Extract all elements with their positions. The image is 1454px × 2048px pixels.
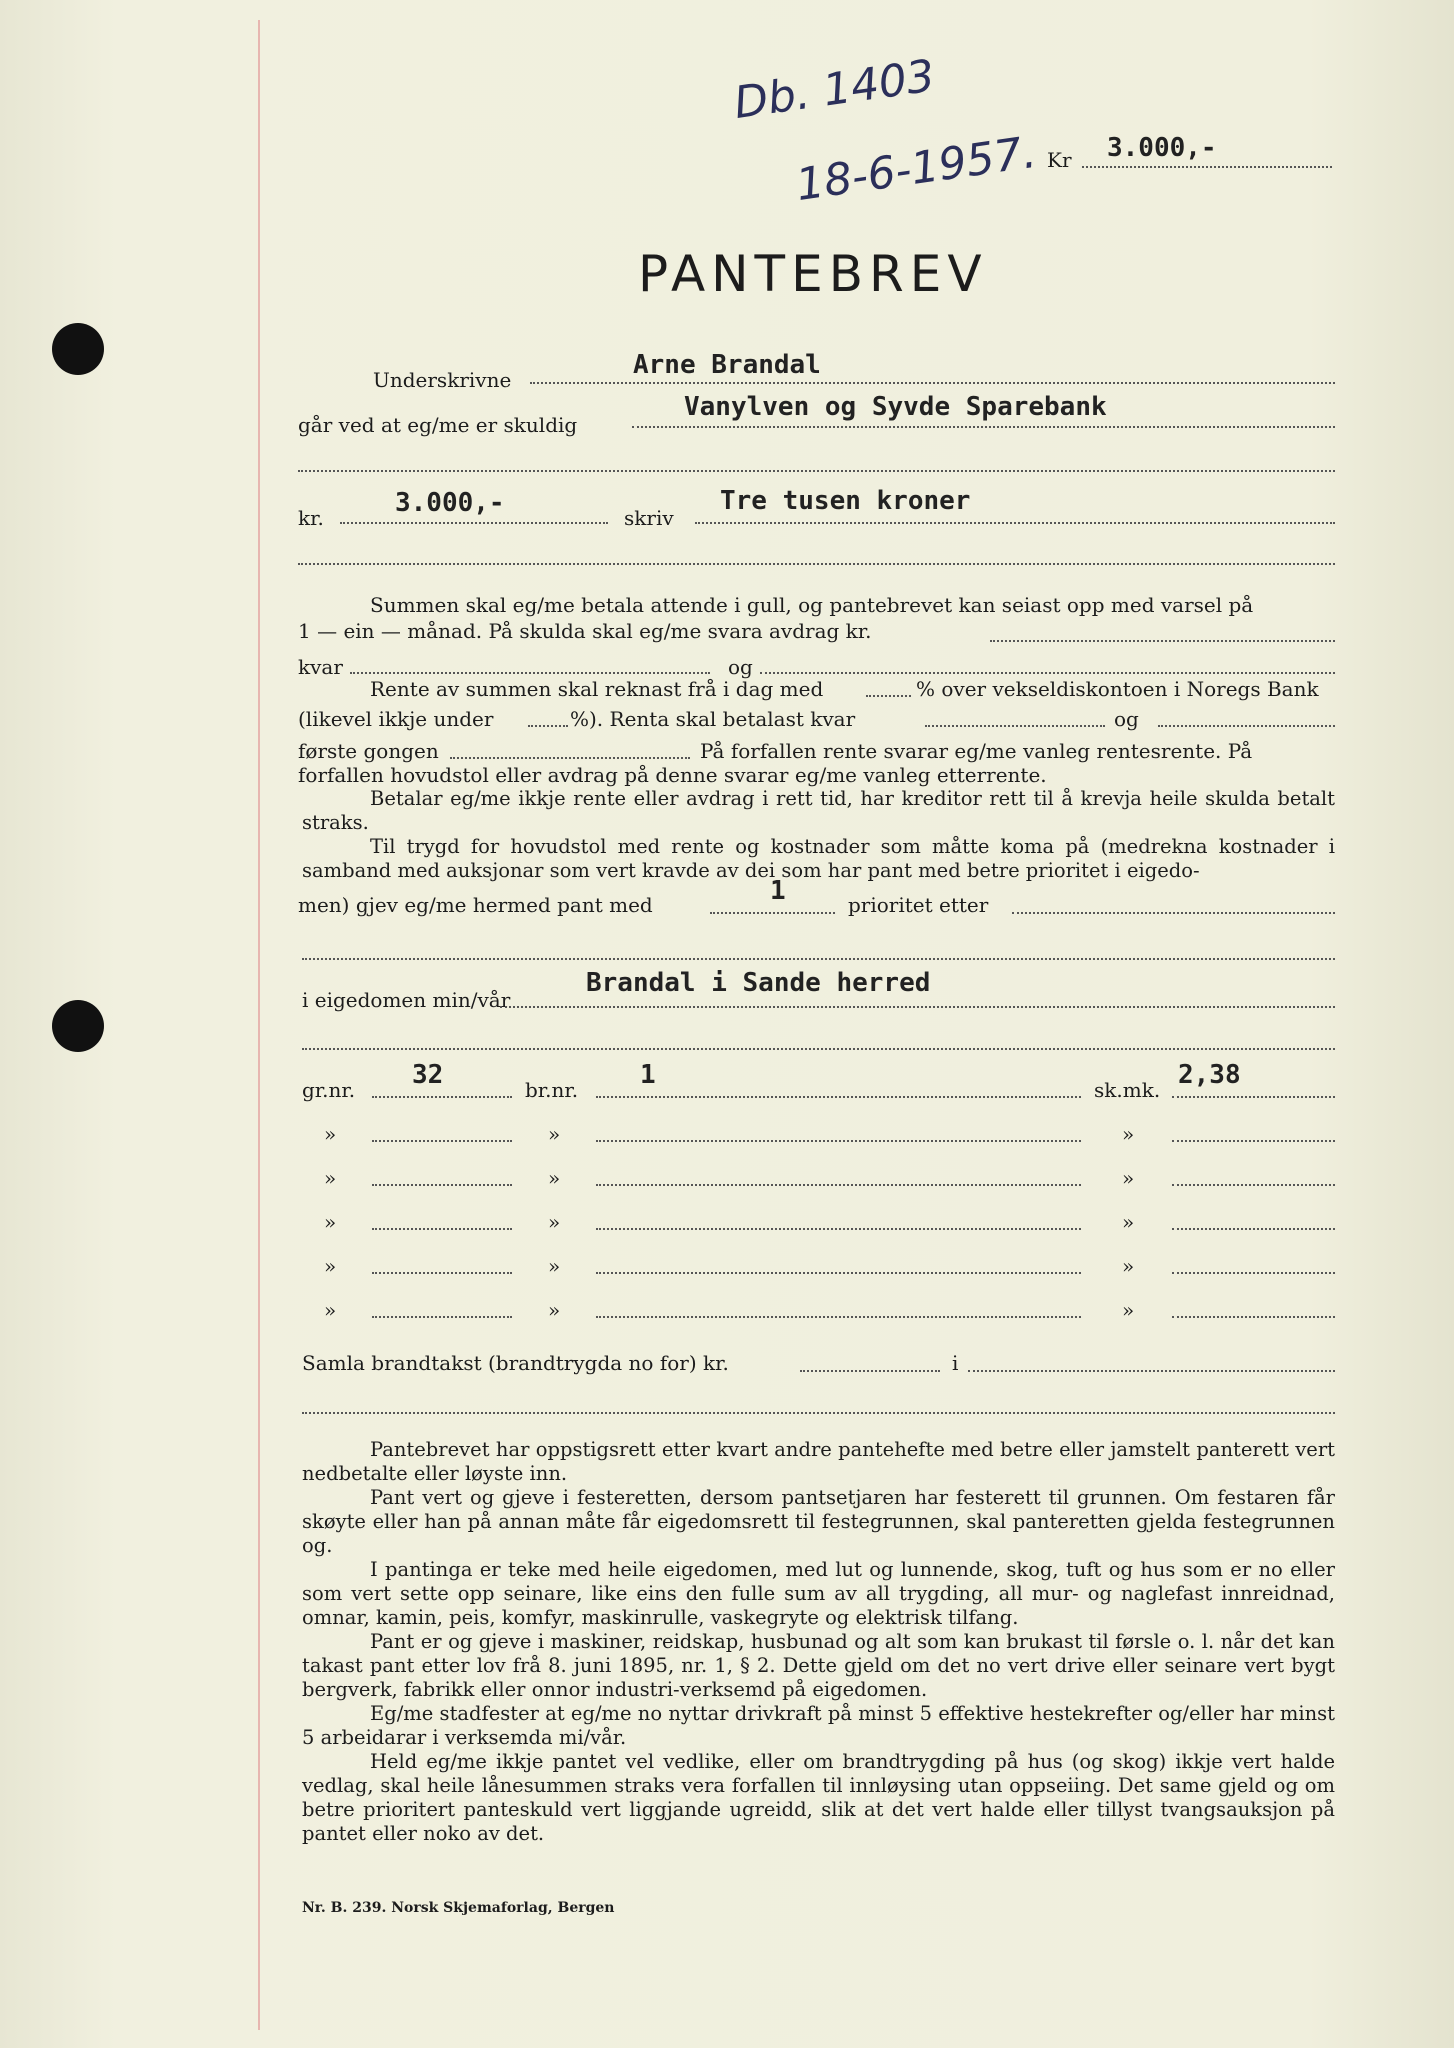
margin-line [258,20,260,2030]
ditto-line [372,1184,512,1186]
section-text: men) gjev eg/me hermed pant med [298,893,653,917]
ditto-line [596,1228,1081,1230]
skmk-label: sk.mk. [1094,1078,1161,1102]
eigedom-line [500,1006,1335,1008]
term-paragraph: Eg/me stadfester at eg/me no nyttar drivkraft på minst 5 effektive hestekrefter og/eller har minst 5 arbeidarar i verksemda mi/vår. [302,1702,1335,1749]
kr-label: kr. [298,506,324,530]
skriv-label: skriv [624,506,674,530]
ditto-line [596,1316,1081,1318]
rente-kvar-line [925,725,1105,727]
ditto-line [1172,1316,1335,1318]
term-paragraph: Pant vert og gjeve i festeretten, dersom pantsetjaren har festerett til grunnen. Om festaren får skøyte eller han på annan måte får eigedomsrett til festegrunnen, skal panteretten gjelda festegrunnen og. [302,1486,1335,1557]
ditto-mark: » [324,1166,337,1190]
skriv-value: Tre tusen kroner [720,486,971,516]
underskrivne-label: Underskrivne [373,368,512,392]
ditto-line [1172,1228,1335,1230]
ditto-mark: » [1122,1210,1135,1234]
section-text: 1 — ein — månad. På skulda skal eg/me svara avdrag kr. [298,619,872,643]
kvar-label: kvar [298,655,343,679]
ditto-mark: » [1122,1166,1135,1190]
eigedom-label: i eigedomen min/vår [302,988,511,1012]
kr-value: 3.000,- [395,488,505,518]
brandtakst-i-label: i [952,1351,959,1375]
avdrag-line [990,640,1335,642]
blank-line [298,563,1335,565]
underskrivne-line [530,382,1335,384]
skuldig-line [632,426,1335,428]
ditto-mark: » [1122,1122,1135,1146]
kr-line [340,522,608,524]
section-text: første gongen [298,739,439,763]
blank-line [302,958,1335,960]
ditto-line [596,1184,1081,1186]
term-paragraph: I pantinga er teke med heile eigedomen, med lut og lunnende, skog, tuft og hus som er no eller som vert sette opp seinare, like eins den fulle sum av all trygding, all mur- og naglefast innreidnad, omnar, kamin, peis, komfyr, maskinrulle, vaskegryte og elektrisk tilfang. [302,1558,1335,1629]
term-paragraph: Pantebrevet har oppstigsrett etter kvart andre pantehefte med betre eller jamstelt panterett vert nedbetalte eller løyste inn. [302,1438,1335,1485]
section-text: (likevel ikkje under [298,707,494,731]
ditto-mark: » [324,1298,337,1322]
handwritten-date: 18-6-1957. [792,126,1040,211]
ditto-mark: » [548,1254,561,1278]
brandtakst-line [800,1370,940,1372]
skmk-line [1172,1096,1335,1098]
grnr-label: gr.nr. [302,1078,356,1102]
handwritten-register-number: Db. 1403 [730,50,938,129]
section-text: Rente av summen skal reknast frå i dag med [370,677,824,701]
ditto-mark: » [324,1210,337,1234]
ditto-line [1172,1184,1335,1186]
section-text: Summen skal eg/me betala attende i gull, og pantebrevet kan seiast opp med varsel på [370,593,1254,617]
ditto-mark: » [548,1298,561,1322]
amount-label: Kr [1047,148,1072,172]
ditto-line [1172,1140,1335,1142]
skmk-value: 2,38 [1178,1060,1241,1090]
brnr-label: br.nr. [525,1078,579,1102]
prioritet-label: prioritet etter [848,893,989,917]
ditto-mark: » [548,1166,561,1190]
ditto-line [372,1272,512,1274]
ditto-mark: » [324,1122,337,1146]
document-title: PANTEBREV [638,245,988,303]
ditto-line [596,1140,1081,1142]
ditto-mark: » [324,1254,337,1278]
trygd-paragraph: Til trygd for hovudstol med rente og kostnader som måtte koma på (medrekna kostnader i samband med auksjonar som vert kravde av dei som har pant med betre prioritet i eigedo- [302,835,1335,882]
prioritet-value: 1 [770,876,786,906]
ditto-mark: » [548,1210,561,1234]
section-text: % over vekseldiskontoen i Noregs Bank [916,677,1319,701]
term-paragraph: Held eg/me ikkje pantet vel vedlike, eller om brandtrygding på hus (og skog) ikkje vert halde vedlag, skal heile lånesummen straks vera forfallen til innløysing utan oppseiing. Det same gjeld og om betre prioritert panteskuld vert liggjande ugreidd, slik at det vert halde eller tillyst tvangsauksjon på pantet eller noko av det. [302,1750,1335,1845]
eigedom-value: Brandal i Sande herred [586,968,931,998]
ditto-mark: » [1122,1298,1135,1322]
forste-line [450,757,690,759]
ditto-line [372,1228,512,1230]
ditto-line [596,1272,1081,1274]
brandtakst-label: Samla brandtakst (brandtrygda no for) kr. [302,1351,729,1375]
grnr-value: 32 [412,1060,444,1090]
ditto-line [372,1140,512,1142]
blank-line [298,470,1335,472]
ditto-mark: » [548,1122,561,1146]
prioritet-etter-line [1012,912,1335,914]
punch-hole [52,323,104,375]
form-footer: Nr. B. 239. Norsk Skjemaforlag, Bergen [302,1900,615,1916]
skriv-line [695,522,1335,524]
brnr-value: 1 [640,1060,656,1090]
prioritet-line [710,912,835,914]
creditor-value: Vanylven og Syvde Sparebank [684,392,1107,422]
rente-og-line [1158,725,1335,727]
blank-line [302,1048,1335,1050]
ditto-mark: » [1122,1254,1135,1278]
brnr-line [596,1096,1081,1098]
amount-value: 3.000,- [1107,133,1217,163]
section-text: %). Renta skal betalast kvar [570,707,856,731]
punch-hole [52,1000,104,1052]
term-paragraph: Pant er og gjeve i maskiner, reidskap, husbunad og alt som kan brukast til førsle o. l. når det kan takast pant etter lov frå 8. juni 1895, nr. 1, § 2. Dette gjeld om det no vert drive eller seinare vert bygt bergverk, fabrikk eller onnor industri-verksemd på eigedomen. [302,1630,1335,1701]
ditto-line [372,1316,512,1318]
rente-min-line [528,725,568,727]
underskrivne-value: Arne Brandal [633,350,821,380]
og-label: og [1114,707,1139,731]
rente-line [866,695,911,697]
og-line [760,672,1335,674]
betalar-paragraph: Betalar eg/me ikkje rente eller avdrag i rett tid, har kreditor rett til å krevja heile skulda betalt straks. [302,787,1335,834]
section-text: forfallen hovudstol eller avdrag på denne svarar eg/me vanleg etterrente. [298,763,1047,787]
terms-block [302,1438,1335,1846]
kvar-line [350,672,710,674]
amount-line [1082,166,1332,168]
grnr-line [372,1096,512,1098]
og-label: og [728,655,753,679]
section-text: På forfallen rente svarar eg/me vanleg rentesrente. På [700,739,1253,763]
blank-line [302,1412,1335,1414]
brandtakst-i-line [968,1370,1335,1372]
skuldig-label: går ved at eg/me er skuldig [298,413,578,437]
ditto-line [1172,1272,1335,1274]
